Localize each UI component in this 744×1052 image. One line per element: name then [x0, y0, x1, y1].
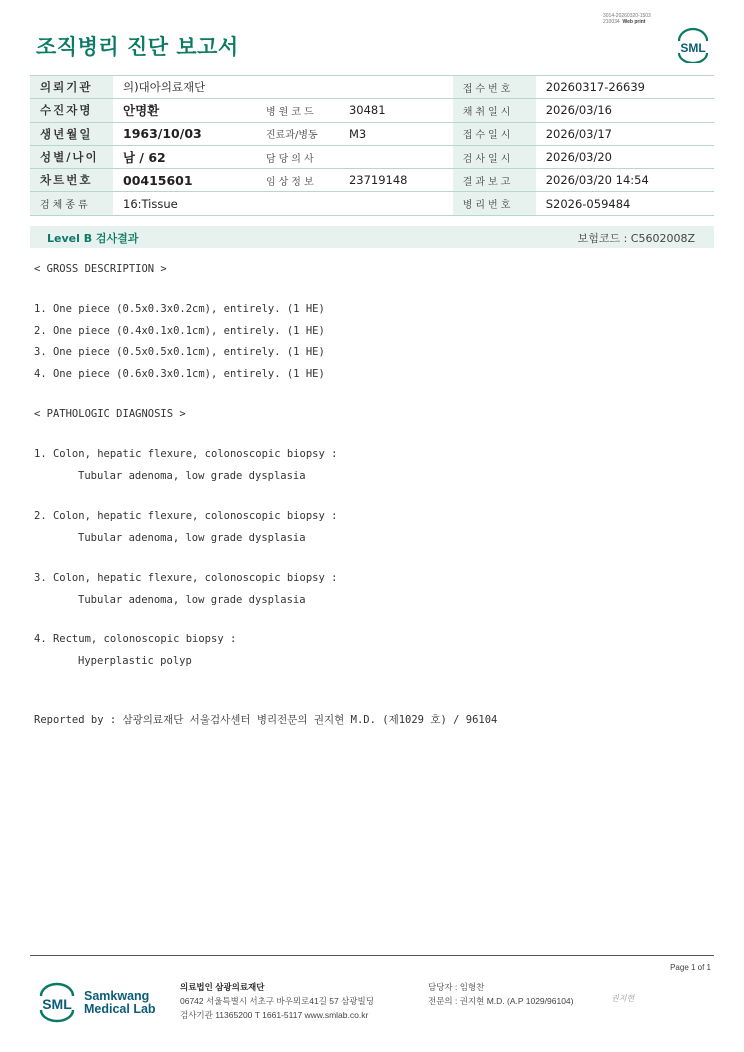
table-row [30, 192, 714, 215]
print-code-number: 210034 [603, 19, 620, 25]
table-row [30, 99, 714, 122]
diagnosis-site: 3. Colon, hepatic flexure, colonoscopic biopsy : [34, 572, 338, 584]
table-row [30, 76, 714, 99]
footer-divider [30, 955, 714, 956]
manager: 담당자 : 임형찬 [428, 982, 485, 992]
label-doctor: 담당의사 [256, 145, 339, 168]
samkwang-logo-icon [36, 980, 78, 1024]
print-code [603, 13, 651, 25]
print-code-label: Web print [622, 19, 646, 25]
label-receipt-date: 접수일시 [453, 122, 536, 145]
label-result-report: 결과보고 [453, 169, 536, 192]
sml-logo-icon [673, 27, 713, 63]
gross-item: 4. One piece (0.6x0.3x0.1cm), entirely. (1 HE) [34, 368, 325, 380]
org-name: 의료법인 삼광의료재단 [180, 982, 265, 992]
label-receipt-no: 접수번호 [453, 76, 536, 99]
label-exam-date: 검사일시 [453, 145, 536, 168]
specialist: 전문의 : 권지현 M.D. (A.P 1029/96104) [428, 996, 574, 1006]
brand-name [84, 990, 156, 1016]
logo-text: SML [42, 996, 72, 1012]
staff-info [428, 980, 574, 1008]
level-label: Level B 검사결과 [47, 232, 139, 245]
hospital-code: 30481 [339, 99, 453, 122]
label-chart-no: 차트번호 [30, 169, 113, 192]
diagnosis-site: 4. Rectum, colonoscopic biopsy : [34, 633, 237, 645]
print-code-line1: 3014-20260320-1503 [603, 13, 651, 19]
insurance-code: 보험코드 : C5602008Z [577, 232, 695, 245]
report-title: 조직병리 진단 보고서 [36, 35, 239, 59]
reported-by: Reported by : 삼광의료재단 서울검사센터 병리전문의 권지현 M.D. (제1029 호) / 96104 [34, 714, 498, 726]
gross-item: 3. One piece (0.5x0.5x0.1cm), entirely. (1 HE) [34, 346, 325, 358]
brand-line1: Samkwang [84, 989, 150, 1003]
label-clinical: 임상정보 [256, 169, 339, 192]
clinical-info: 23719148 [339, 169, 453, 192]
signature: 권지현 [611, 994, 635, 1003]
dob: 1963/10/03 [113, 122, 256, 145]
org-info [180, 980, 374, 1022]
label-dept: 진료과/병동 [256, 122, 339, 145]
label-sex-age: 성별/나이 [30, 145, 113, 168]
table-row [30, 122, 714, 145]
label-pathology-no: 병리번호 [453, 192, 536, 215]
diagnosis-site: 2. Colon, hepatic flexure, colonoscopic biopsy : [34, 510, 338, 522]
page-number: Page 1 of 1 [670, 963, 711, 972]
chart-no: 00415601 [113, 169, 256, 192]
diagnosis-finding: Tubular adenoma, low grade dysplasia [78, 470, 306, 482]
dept: M3 [339, 122, 453, 145]
patient-info-table [30, 75, 714, 216]
brand-line2: Medical Lab [84, 1002, 156, 1016]
specimen: 16:Tissue [113, 192, 453, 215]
sex-age: 남 / 62 [113, 145, 256, 168]
logo-text: SML [680, 41, 706, 55]
patient-name: 안명환 [113, 99, 256, 122]
requesting-org: 의)대아의료재단 [113, 76, 453, 99]
label-dob: 생년월일 [30, 122, 113, 145]
diagnosis-finding: Tubular adenoma, low grade dysplasia [78, 594, 306, 606]
diagnosis-site: 1. Colon, hepatic flexure, colonoscopic biopsy : [34, 448, 338, 460]
label-hospital-code: 병원코드 [256, 99, 339, 122]
diagnosis-heading: < PATHOLOGIC DIAGNOSIS > [34, 408, 186, 420]
pathology-no: S2026-059484 [536, 192, 714, 215]
receipt-no: 20260317-26639 [536, 76, 714, 99]
table-row [30, 145, 714, 168]
org-contact: 검사기관 11365200 T 1661-5117 www.smlab.co.kr [180, 1010, 369, 1020]
gross-item: 2. One piece (0.4x0.1x0.1cm), entirely. (1 HE) [34, 325, 325, 337]
exam-date: 2026/03/20 [536, 145, 714, 168]
collect-date: 2026/03/16 [536, 99, 714, 122]
label-patient: 수진자명 [30, 99, 113, 122]
receipt-date: 2026/03/17 [536, 122, 714, 145]
doctor [339, 145, 453, 168]
org-address: 06742 서울특별시 서초구 바우뫼로41길 57 삼광빌딩 [180, 996, 374, 1006]
label-requesting-org: 의뢰기관 [30, 76, 113, 99]
diagnosis-finding: Hyperplastic polyp [78, 655, 192, 667]
diagnosis-finding: Tubular adenoma, low grade dysplasia [78, 532, 306, 544]
table-row [30, 169, 714, 192]
gross-item: 1. One piece (0.5x0.3x0.2cm), entirely. (1 HE) [34, 303, 325, 315]
result-report: 2026/03/20 14:54 [536, 169, 714, 192]
level-bar [30, 226, 714, 248]
label-specimen: 검체종류 [30, 192, 113, 215]
gross-heading: < GROSS DESCRIPTION > [34, 263, 167, 275]
label-collect-date: 채취일시 [453, 99, 536, 122]
